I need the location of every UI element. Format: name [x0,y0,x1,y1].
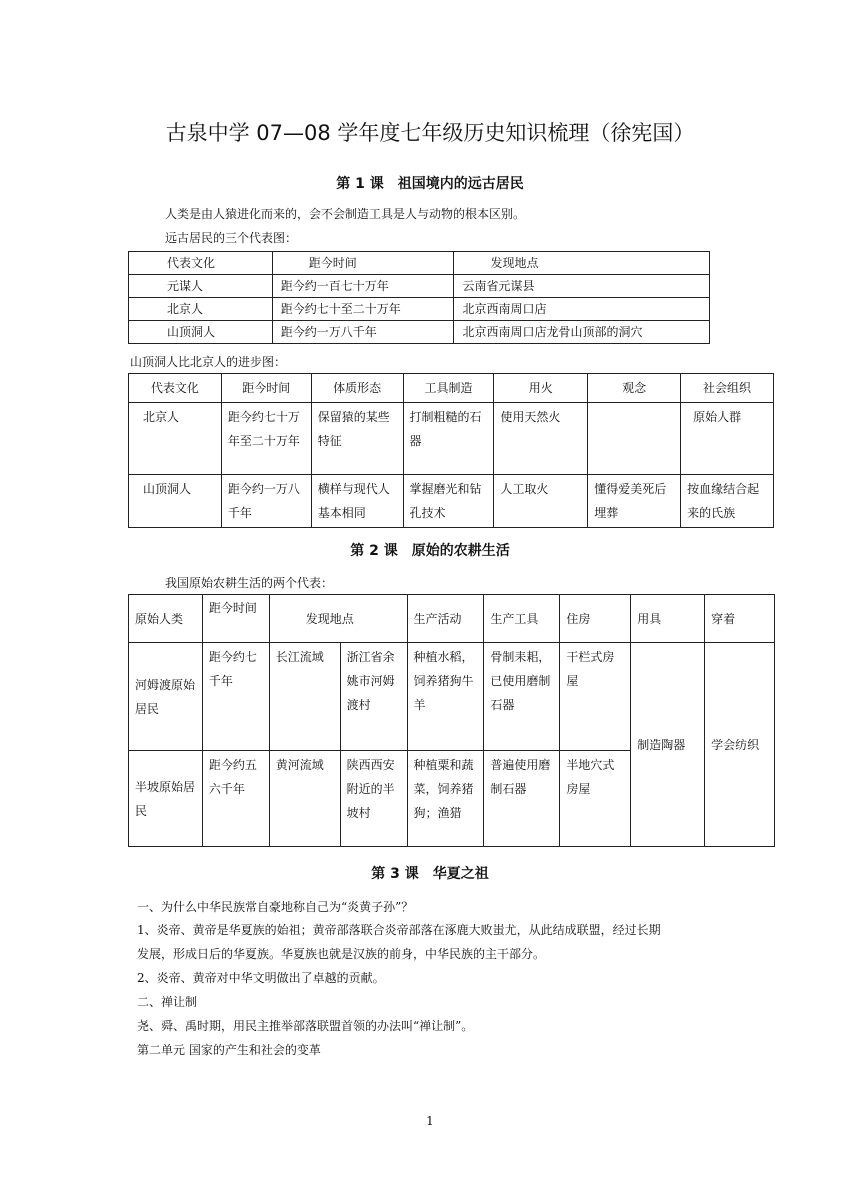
page-title: 古泉中学 07—08 学年度七年级历史知识梳理（徐宪国） [165,121,695,145]
lesson3-line: 二、禅让制 [137,995,198,1009]
table-cell: 人工取火 [494,475,588,528]
table-header-cell: 生产活动 [407,595,484,643]
table-row [129,403,774,475]
table-header-cell: 代表文化 [129,374,222,403]
table-cell: 种植水稻，饲养猪狗牛羊 [407,643,484,751]
table-cell: 保留猿的某些特征 [311,403,403,475]
table-cell: 使用天然火 [494,403,588,475]
table-cell: 种植粟和蔬菜，饲养猪狗；渔猎 [407,751,484,847]
table-cell: 黄河流域 [269,751,340,847]
table1-caption: 远古居民的三个代表图： [165,231,298,245]
table-header-cell: 体质形态 [311,374,403,403]
table-cell: 云南省元谋县 [454,275,710,298]
table-cell: 学会纺织 [705,643,775,847]
table-header-cell: 住房 [560,595,631,643]
table-cell: 距今约一万八千年 [272,321,454,344]
table-header-row [129,595,775,643]
table-header-cell: 距今时间 [221,374,311,403]
table-cell: 距今约七千年 [202,643,269,751]
table-cell: 山顶洞人 [129,321,273,344]
table-header-row [129,374,774,403]
lesson3-line: 发展，形成日后的华夏族。华夏族也就是汉族的前身，中华民族的主干部分。 [137,947,546,961]
lesson3-line: 第二单元 国家的产生和社会的变革 [137,1043,321,1057]
table-cell: 打制粗糙的石器 [403,403,494,475]
table-cell: 骨制耒耜，已使用磨制石器 [484,643,560,751]
table-cell: 北京西南周口店 [454,298,710,321]
lesson1-heading: 第 1 课 祖国境内的远古居民 [336,176,524,192]
lesson3-line: 尧、舜、禹时期，用民主推举部落联盟首领的办法叫“禅让制”。 [137,1019,474,1033]
table-header-cell: 穿着 [705,595,775,643]
table-cell: 陕西西安附近的半坡村 [340,751,407,847]
table-row [129,298,710,321]
farming-life-table [128,594,775,847]
table-cell: 北京人 [129,298,273,321]
table-cell: 按血缘结合起来的氏族 [681,475,774,528]
table-row [129,475,774,528]
table-cell: 原始人群 [681,403,774,475]
table-header-cell: 生产工具 [484,595,560,643]
lesson2-heading: 第 2 课 原始的农耕生活 [350,543,510,559]
table-cell: 距今约七十万年至二十万年 [221,403,311,475]
table-cell: 距今约一百七十万年 [272,275,454,298]
table-header-cell: 代表文化 [129,252,273,275]
table-header-cell: 发现地点 [269,595,407,643]
table-cell: 制造陶器 [631,643,705,847]
page-number: 1 [426,1114,434,1128]
table-cell: 干栏式房屋 [560,643,631,751]
table-cell: 浙江省余姚市河姆渡村 [340,643,407,751]
table-header-cell: 观念 [588,374,681,403]
table-row [129,321,710,344]
table-header-cell: 发现地点 [454,252,710,275]
table-cell: 距今约一万八千年 [221,475,311,528]
table-cell: 北京西南周口店龙骨山顶部的洞穴 [454,321,710,344]
lesson3-line: 1、炎帝、黄帝是华夏族的始祖；黄帝部落联合炎帝部落在涿鹿大败蚩尤，从此结成联盟，经过长期 [137,923,661,937]
table-cell: 半坡原始居民 [129,751,203,847]
table-cell: 北京人 [129,403,222,475]
table-header-cell: 用具 [631,595,705,643]
lesson1-intro: 人类是由人猿进化而来的，会不会制造工具是人与动物的根本区别。 [165,207,526,221]
table-cell: 河姆渡原始居民 [129,643,203,751]
table-cell: 长江流域 [269,643,340,751]
table-cell: 距今约五六千年 [202,751,269,847]
table-row [129,643,775,751]
table-header-cell: 距今时间 [202,595,269,643]
table-cell: 距今约七十至二十万年 [272,298,454,321]
progress-comparison-table [128,373,774,528]
table-cell: 懂得爱美死后埋葬 [588,475,681,528]
lesson3-line: 一、为什么中华民族常自豪地称自己为“炎黄子孙”？ [137,900,414,914]
ancient-residents-table [128,251,710,344]
table-header-cell: 社会组织 [681,374,774,403]
table-cell: 山顶洞人 [129,475,222,528]
table-cell: 横样与现代人基本相同 [311,475,403,528]
table-header-cell: 距今时间 [272,252,454,275]
table-header-row [129,252,710,275]
lesson3-heading: 第 3 课 华夏之祖 [371,866,489,882]
lesson2-caption: 我国原始农耕生活的两个代表： [165,576,334,590]
table-row [129,275,710,298]
table-cell [588,403,681,475]
table-cell: 元谋人 [129,275,273,298]
table-cell: 半地穴式房屋 [560,751,631,847]
table-header-cell: 工具制造 [403,374,494,403]
table-cell: 掌握磨光和钻孔技术 [403,475,494,528]
table-header-cell: 原始人类 [129,595,203,643]
table2-caption: 山顶洞人比北京人的进步图： [130,355,287,369]
table-header-cell: 用火 [494,374,588,403]
table-cell: 普遍使用磨制石器 [484,751,560,847]
lesson3-line: 2、炎帝、黄帝对中华文明做出了卓越的贡献。 [137,971,385,985]
